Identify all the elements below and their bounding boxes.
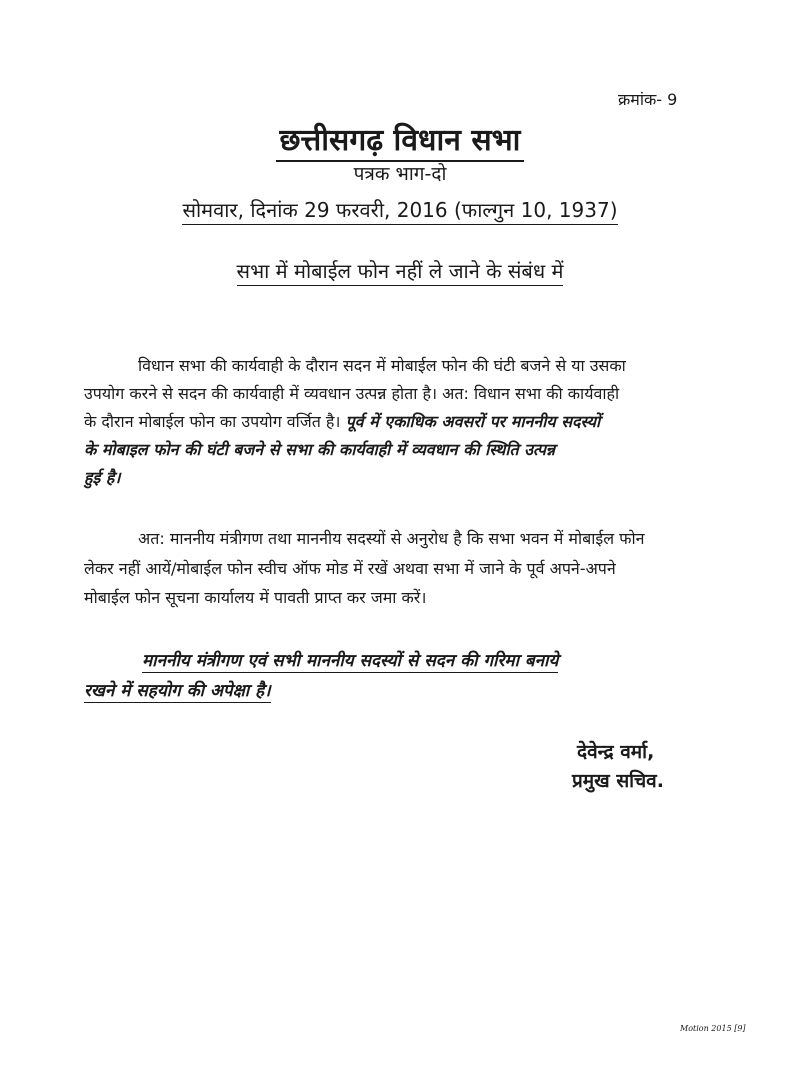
paragraph1-line3 [84,410,600,432]
document-title [0,118,800,159]
document-subtitle: पत्रक भाग-दो [353,163,447,185]
paragraph1-line2: उपयोग करने से सदन की कार्यवाही में व्यवधान उत्पन्न होता है। अत: विधान सभा की कार्यवाही [84,384,620,403]
request-line1-text: माननीय मंत्रीगण एवं सभी माननीय सदस्यों से सदन की गरिमा बनाये [142,651,559,671]
subject-heading [0,257,800,284]
serial-number: क्रमांक- 9 [618,90,678,109]
signatory-designation: प्रमुख सचिव. [572,770,664,792]
footer-code: Motion 2015 [9] [680,1024,746,1033]
paragraph1-line1: विधान सभा की कार्यवाही के दौरान सदन में मोबाईल फोन की घंटी बजने से या उसका [138,356,626,375]
paragraph1-line3-regular: के दौरान मोबाईल फोन का उपयोग वर्जित है। [84,412,341,431]
paragraph2-line2: लेकर नहीं आयें/मोबाईल फोन स्वीच ऑफ मोड में रखें अथवा सभा में जाने के पूर्व अपने-अपने [84,559,616,578]
title-text: छत्तीसगढ़ विधान सभा [276,123,525,162]
paragraph2-line1: अत: माननीय मंत्रीगण तथा माननीय सदस्यों से अनुरोध है कि सभा भवन में मोबाईल फोन [138,529,645,548]
request-line2 [84,678,271,701]
request-line2-text: रखने में सहयोग की अपेक्षा है। [84,681,271,701]
paragraph1-line4: के मोबाइल फोन की घंटी बजने से सभा की कार्यवाही में व्यवधान की स्थिति उत्पन्न [84,440,556,459]
date-line-text: सोमवार, दिनांक 29 फरवरी, 2016 (फाल्गुन 10, 1937) [182,198,617,225]
paragraph1-line5: हुई है। [84,468,121,487]
date-line [0,196,800,223]
signatory-name: देवेन्द्र वर्मा, [577,741,655,763]
subject-text: सभा में मोबाईल फोन नहीं ले जाने के संबंध में [237,259,564,286]
paragraph2-line3: मोबाईल फोन सूचना कार्यालय में पावती प्राप्त कर जमा करें। [84,588,427,607]
request-line1 [142,648,558,671]
paragraph1-line3-emphasis: पूर्व में एकाधिक अवसरों पर माननीय सदस्यों [345,412,601,431]
